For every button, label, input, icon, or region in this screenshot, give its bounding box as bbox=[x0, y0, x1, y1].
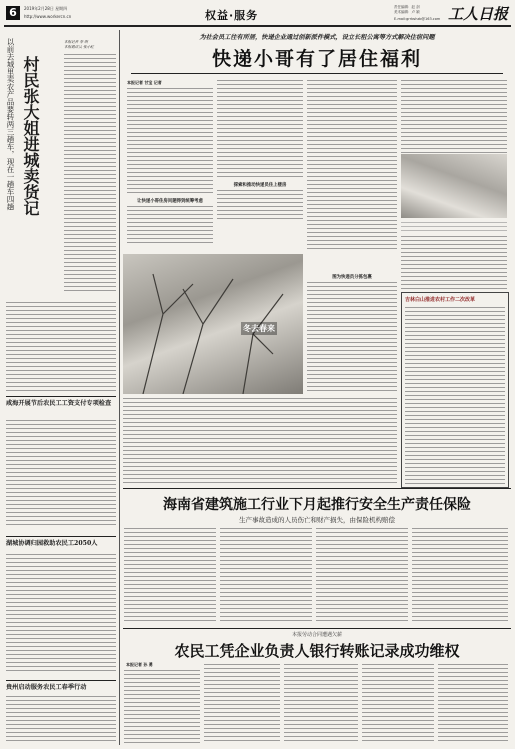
left-story2-title: 咸海开展节后农民工工资支付专项检查 bbox=[6, 400, 112, 407]
editor-info: 责任编辑：赵 剑 美术编辑：卢 颖 bbox=[394, 5, 420, 14]
date-line: 2019年2月28日 星期四 bbox=[24, 6, 68, 11]
banner-top-rule bbox=[123, 488, 511, 489]
small-photo-caption bbox=[401, 222, 507, 232]
top-story-subhead-1: 探索和推动快递员住上楼房 bbox=[233, 183, 287, 188]
left-story-body-1 bbox=[64, 54, 116, 294]
banner-col2 bbox=[220, 528, 312, 624]
top-story-col4b bbox=[401, 236, 507, 290]
website: http://www.workercn.cn bbox=[24, 14, 72, 19]
left-divider-3 bbox=[6, 680, 116, 681]
banner-subhead: 生产事故造成的人员伤亡和财产损失，由保险机构赔偿 bbox=[239, 516, 395, 524]
top-headline-rule bbox=[131, 73, 503, 74]
page-number-badge bbox=[6, 6, 20, 20]
bottom-col2 bbox=[204, 664, 280, 744]
top-story-kicker: 为社会员工往有所居，快递企业通过创新派件模式，设立长租公寓等方式解决住宿问题 bbox=[199, 34, 435, 41]
right-box bbox=[401, 292, 509, 488]
section-title: 权益·服务 bbox=[205, 9, 259, 22]
banner-col1 bbox=[124, 528, 216, 624]
top-story-col3b bbox=[307, 282, 397, 394]
left-column-separator bbox=[119, 30, 120, 745]
top-story-col1 bbox=[127, 88, 213, 194]
top-story-photo-caption: 图为快递员分拣包裹 bbox=[332, 275, 372, 280]
top-story-col1b bbox=[127, 206, 213, 246]
banner-headline: 海南省建筑施工行业下月起推行安全生产责任保险 bbox=[163, 497, 471, 513]
left-story3-body bbox=[6, 554, 116, 674]
contact-email: E-mail:grrbshzb@163.com bbox=[394, 17, 441, 21]
left-story4-title: 贵州启动服务农民工春季行动 bbox=[6, 684, 87, 691]
top-story-main-photo bbox=[123, 254, 303, 394]
left-byline: 本报记者 李 明 本报通讯员 张小红 bbox=[64, 40, 94, 49]
top-story-byline: 本报记者 甘宝 记者 bbox=[127, 80, 162, 85]
banner-col3 bbox=[316, 528, 408, 624]
top-story-small-photo bbox=[401, 154, 507, 218]
left-story3-title: 湖城协调归园救助农民工2050人 bbox=[6, 540, 98, 547]
photo-label: 冬去春来 bbox=[243, 323, 275, 333]
header-rule bbox=[4, 25, 511, 27]
bottom-headline: 农民工凭企业负责人银行转账记录成功维权 bbox=[174, 642, 460, 660]
bottom-kicker: 本报劳动合同遭遇欠薪 bbox=[291, 632, 342, 638]
left-column bbox=[4, 30, 117, 745]
top-story bbox=[123, 30, 511, 490]
masthead-logo: 工人日报 bbox=[448, 5, 509, 23]
bottom-col1 bbox=[124, 670, 200, 744]
bottom-col5 bbox=[438, 664, 508, 744]
left-vertical-subtitle: 以前去城里卖农产品要转两三趟车，现在一趟车四趟 bbox=[6, 38, 15, 211]
left-divider-1 bbox=[6, 396, 116, 397]
top-story-col3 bbox=[307, 80, 397, 250]
left-story4-body bbox=[6, 696, 116, 744]
top-story-col2 bbox=[217, 80, 303, 180]
left-story2-body bbox=[6, 420, 116, 528]
bottom-col3 bbox=[284, 664, 358, 744]
left-divider-2 bbox=[6, 536, 116, 537]
bottom-top-rule bbox=[123, 628, 511, 629]
bottom-col4 bbox=[362, 664, 434, 744]
top-story-subhead-2: 让快递小哥住房问题得到统筹考虑 bbox=[137, 199, 203, 204]
right-box-body bbox=[405, 307, 505, 485]
page-header bbox=[0, 0, 515, 26]
top-story-col2b bbox=[217, 190, 303, 220]
page-number: 6 bbox=[9, 6, 17, 19]
top-story-bottom-left bbox=[123, 398, 397, 486]
banner-col4 bbox=[412, 528, 508, 624]
bottom-byline: 本报记者 孙 勇 bbox=[126, 662, 153, 667]
top-story-headline: 快递小哥有了居住福利 bbox=[211, 48, 422, 70]
right-box-title: 吉林白山推进农村工作二次改革 bbox=[405, 297, 476, 303]
left-story-body-2 bbox=[6, 302, 116, 392]
left-vertical-title: 村民张大姐进城卖货记 bbox=[21, 56, 40, 216]
